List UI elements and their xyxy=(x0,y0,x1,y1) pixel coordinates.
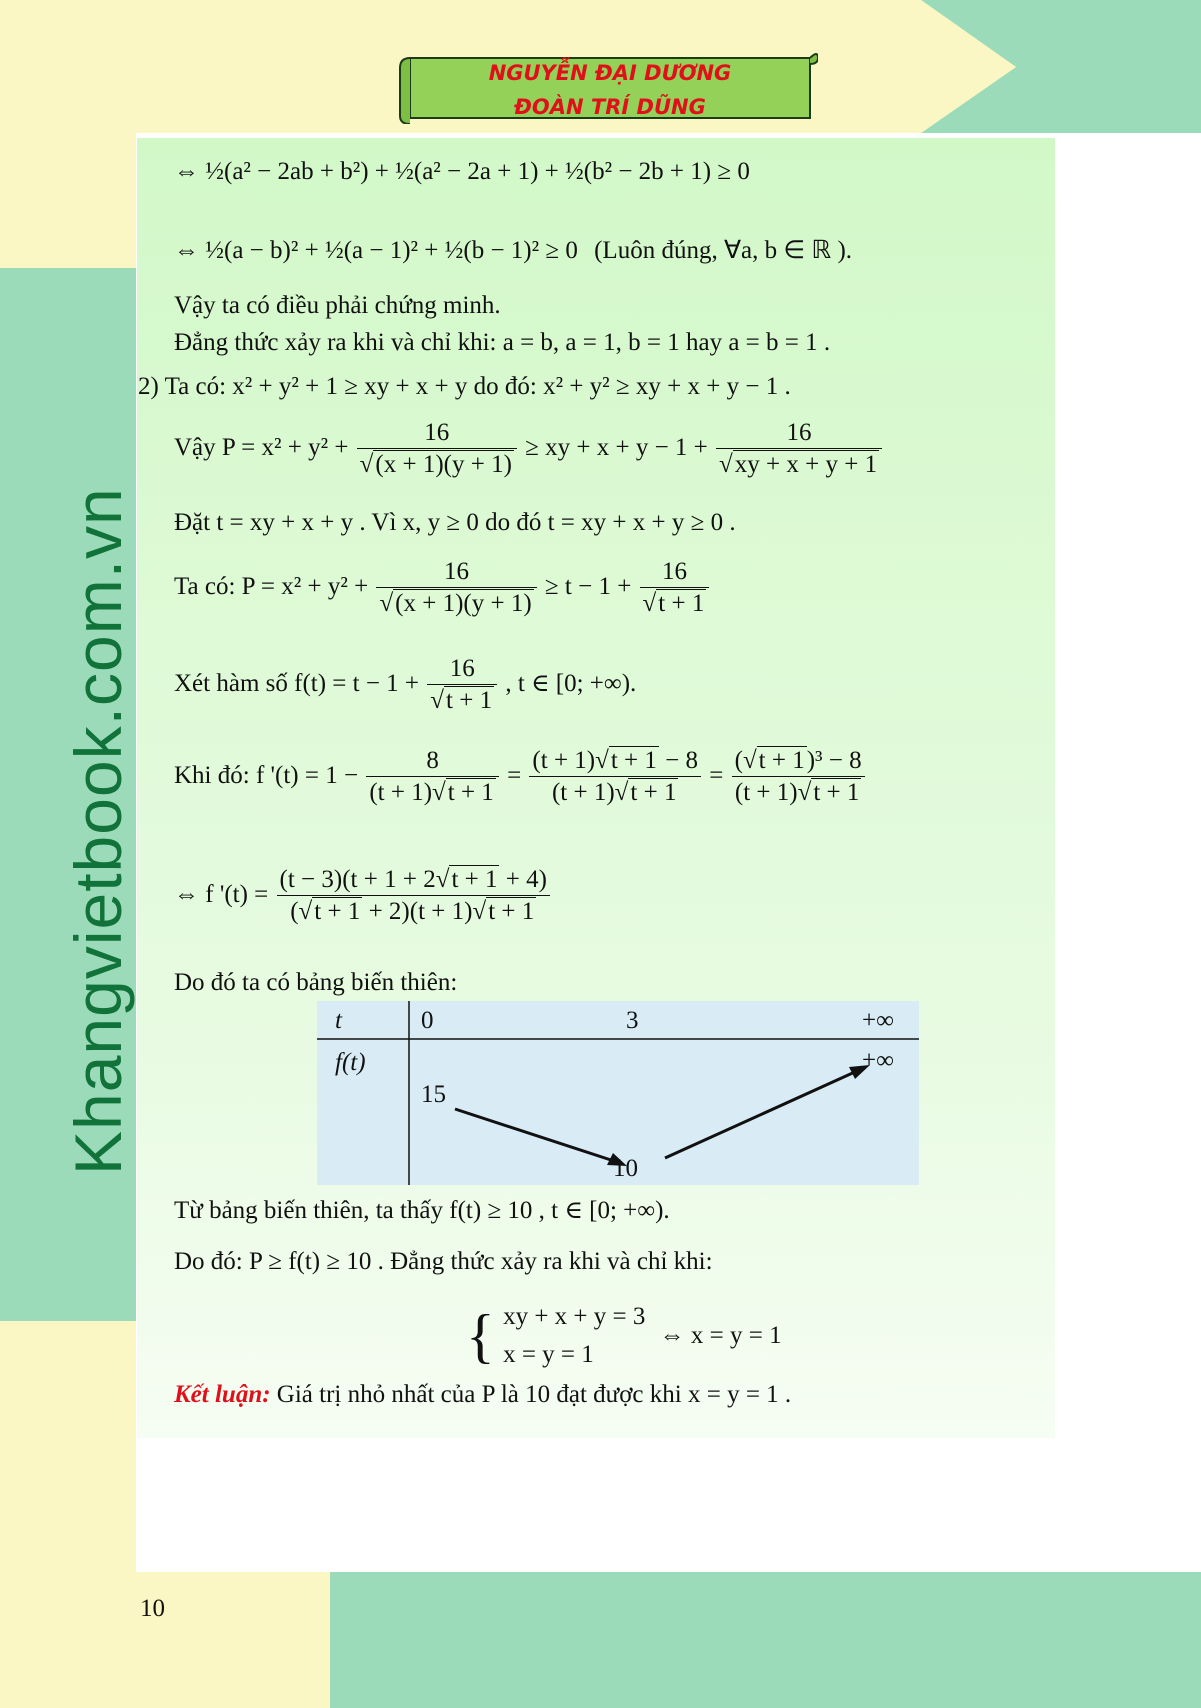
equation-line-2 xyxy=(174,235,852,265)
equation-line-1: ⇔ ½(a² − 2ab + b²) + ½(a² − 2a + 1) + ½(b² − 2b + 1) ≥ 0 xyxy=(174,158,750,185)
conclusion-label: Kết luận: xyxy=(174,1381,271,1408)
side-website-label: Khangvietbook.com.vn xyxy=(61,487,135,1175)
system-eq-1: xy + x + y = 3 xyxy=(503,1303,646,1330)
numerator: 16 xyxy=(424,419,450,446)
numerator: 16 xyxy=(449,655,475,682)
fraction-16-over-root-t: $\frac{16}{√t + 1}$ xyxy=(640,557,710,620)
header-arrow-decoration xyxy=(921,0,1201,133)
derivative-factored-left: ⇔ f '(t) = xyxy=(174,881,269,909)
system-eq-2: x = y = 1 xyxy=(503,1341,594,1368)
system-brace: { xyxy=(466,1303,495,1369)
table-x1: 3 xyxy=(626,1007,639,1034)
fraction-16-over-root-t: $\frac{16}{√t + 1}$ xyxy=(427,654,497,717)
inequality-p-left: Vậy P = x² + y² + xyxy=(174,434,349,462)
derivative-factored-fraction: $\frac{(t - 3)(t + 1 + 2√t + 1 + 4)}{(√t + 1 + 2)(t + 1)√t + 1}$ xyxy=(277,865,550,928)
equality-condition: Đẳng thức xảy ra khi và chỉ khi: a = b, a = 1, b = 1 hay a = b = 1 . xyxy=(174,329,831,356)
function-domain: , t ∈ [0; +∞). xyxy=(505,670,637,698)
p-in-terms-of-t xyxy=(174,557,711,620)
denominator: (x + 1)(y + 1) xyxy=(375,451,512,478)
numerator: 8 xyxy=(426,747,439,774)
table-intro: Do đó ta có bảng biến thiên: xyxy=(174,969,458,996)
denominator: t + 1 xyxy=(658,590,705,617)
substitution-t: Đặt t = xy + x + y . Vì x, y ≥ 0 do đó t = xy + x + y ≥ 0 . xyxy=(174,509,736,536)
denominator: (x + 1)(y + 1) xyxy=(395,590,532,617)
footer-left-band xyxy=(0,1572,330,1708)
derivative-fraction-3: $\frac{\text{(√t + 1)³ − 8}}{(t + 1)√t + 1}$ xyxy=(732,746,865,809)
table-x2: +∞ xyxy=(862,1007,894,1034)
system-equations xyxy=(503,1298,645,1374)
derivative-fraction-2: $\frac{(t + 1)√t + 1 - 8}{(t + 1)√t + 1}$ xyxy=(529,746,701,809)
author-line-2: ĐOÀN TRÍ DŨNG xyxy=(514,95,706,119)
page-number: 10 xyxy=(140,1595,165,1622)
numerator: 16 xyxy=(444,558,470,585)
derivative-fraction-1: $\frac{8}{(t + 1)√t + 1}$ xyxy=(366,746,498,809)
table-conclusion: Từ bảng biến thiên, ta thấy f(t) ≥ 10 , t ∈ [0; +∞). xyxy=(174,1197,670,1224)
table-x0: 0 xyxy=(421,1007,434,1034)
fraction-16-over-root: $\frac{16}{√(x + 1)(y + 1)}$ xyxy=(357,418,517,481)
inequality-p-middle: ≥ xy + x + y − 1 + xyxy=(525,434,708,462)
fraction-16-over-root-xy: $\frac{16}{√(x + 1)(y + 1)}$ xyxy=(376,557,536,620)
table-v0: 15 xyxy=(421,1081,446,1108)
function-definition xyxy=(174,654,636,717)
derivative-factored xyxy=(174,865,552,928)
conclusion xyxy=(174,1381,791,1409)
p-t-left: Ta có: P = x² + y² + xyxy=(174,573,369,601)
inequality-p xyxy=(174,418,884,481)
equality-statement: Do đó: P ≥ f(t) ≥ 10 . Đẳng thức xảy ra khi và chỉ khi: xyxy=(174,1248,713,1275)
equation-system xyxy=(466,1298,782,1374)
numerator: 16 xyxy=(786,419,812,446)
equation-line-2-note: (Luôn đúng, ∀a, b ∈ ℝ ). xyxy=(594,237,853,264)
proof-conclusion: Vậy ta có điều phải chứng minh. xyxy=(174,292,501,319)
denominator: t + 1 xyxy=(446,687,493,714)
variation-table xyxy=(317,1001,919,1185)
equation-line-2-math: ⇔ ½(a − b)² + ½(a − 1)² + ½(b − 1)² ≥ 0 xyxy=(174,237,578,264)
fraction-16-over-sum: $\frac{16}{√xy + x + y + 1}$ xyxy=(716,418,882,481)
derivative-line: Khi đó: f '(t) = 1 − $\frac{8}{(t + 1)√t + 1}$ = $\frac{(t + 1)√t + 1 - 8}{(t + 1)√t + 1}$ = $\frac{\text{(√t + 1)³ − 8}}{(t + 1)√t + 1}$ xyxy=(174,746,867,809)
conclusion-text: Giá trị nhỏ nhất của P là 10 đạt được khi x = y = 1 . xyxy=(270,1381,792,1408)
table-v2: +∞ xyxy=(862,1047,894,1074)
right-margin xyxy=(1055,133,1201,1572)
function-left: Xét hàm số f(t) = t − 1 + xyxy=(174,670,420,698)
p-t-middle: ≥ t − 1 + xyxy=(544,573,632,601)
author-names xyxy=(410,56,810,124)
numerator: 16 xyxy=(661,558,687,585)
derivative-left: Khi đó: f '(t) = 1 − xyxy=(174,762,359,790)
part-2-intro: 2) Ta có: x² + y² + 1 ≥ xy + x + y do đó: x² + y² ≥ xy + x + y − 1 . xyxy=(138,373,791,400)
system-result: ⇔ x = y = 1 xyxy=(659,1322,782,1349)
footer-right-band xyxy=(330,1572,1201,1708)
table-ft-label: f(t) xyxy=(335,1049,366,1076)
author-line-1: NGUYỄN ĐẠI DƯƠNG xyxy=(488,61,732,85)
denominator: xy + x + y + 1 xyxy=(734,451,878,478)
table-v1: 10 xyxy=(613,1155,638,1182)
table-t-label: t xyxy=(335,1007,342,1034)
